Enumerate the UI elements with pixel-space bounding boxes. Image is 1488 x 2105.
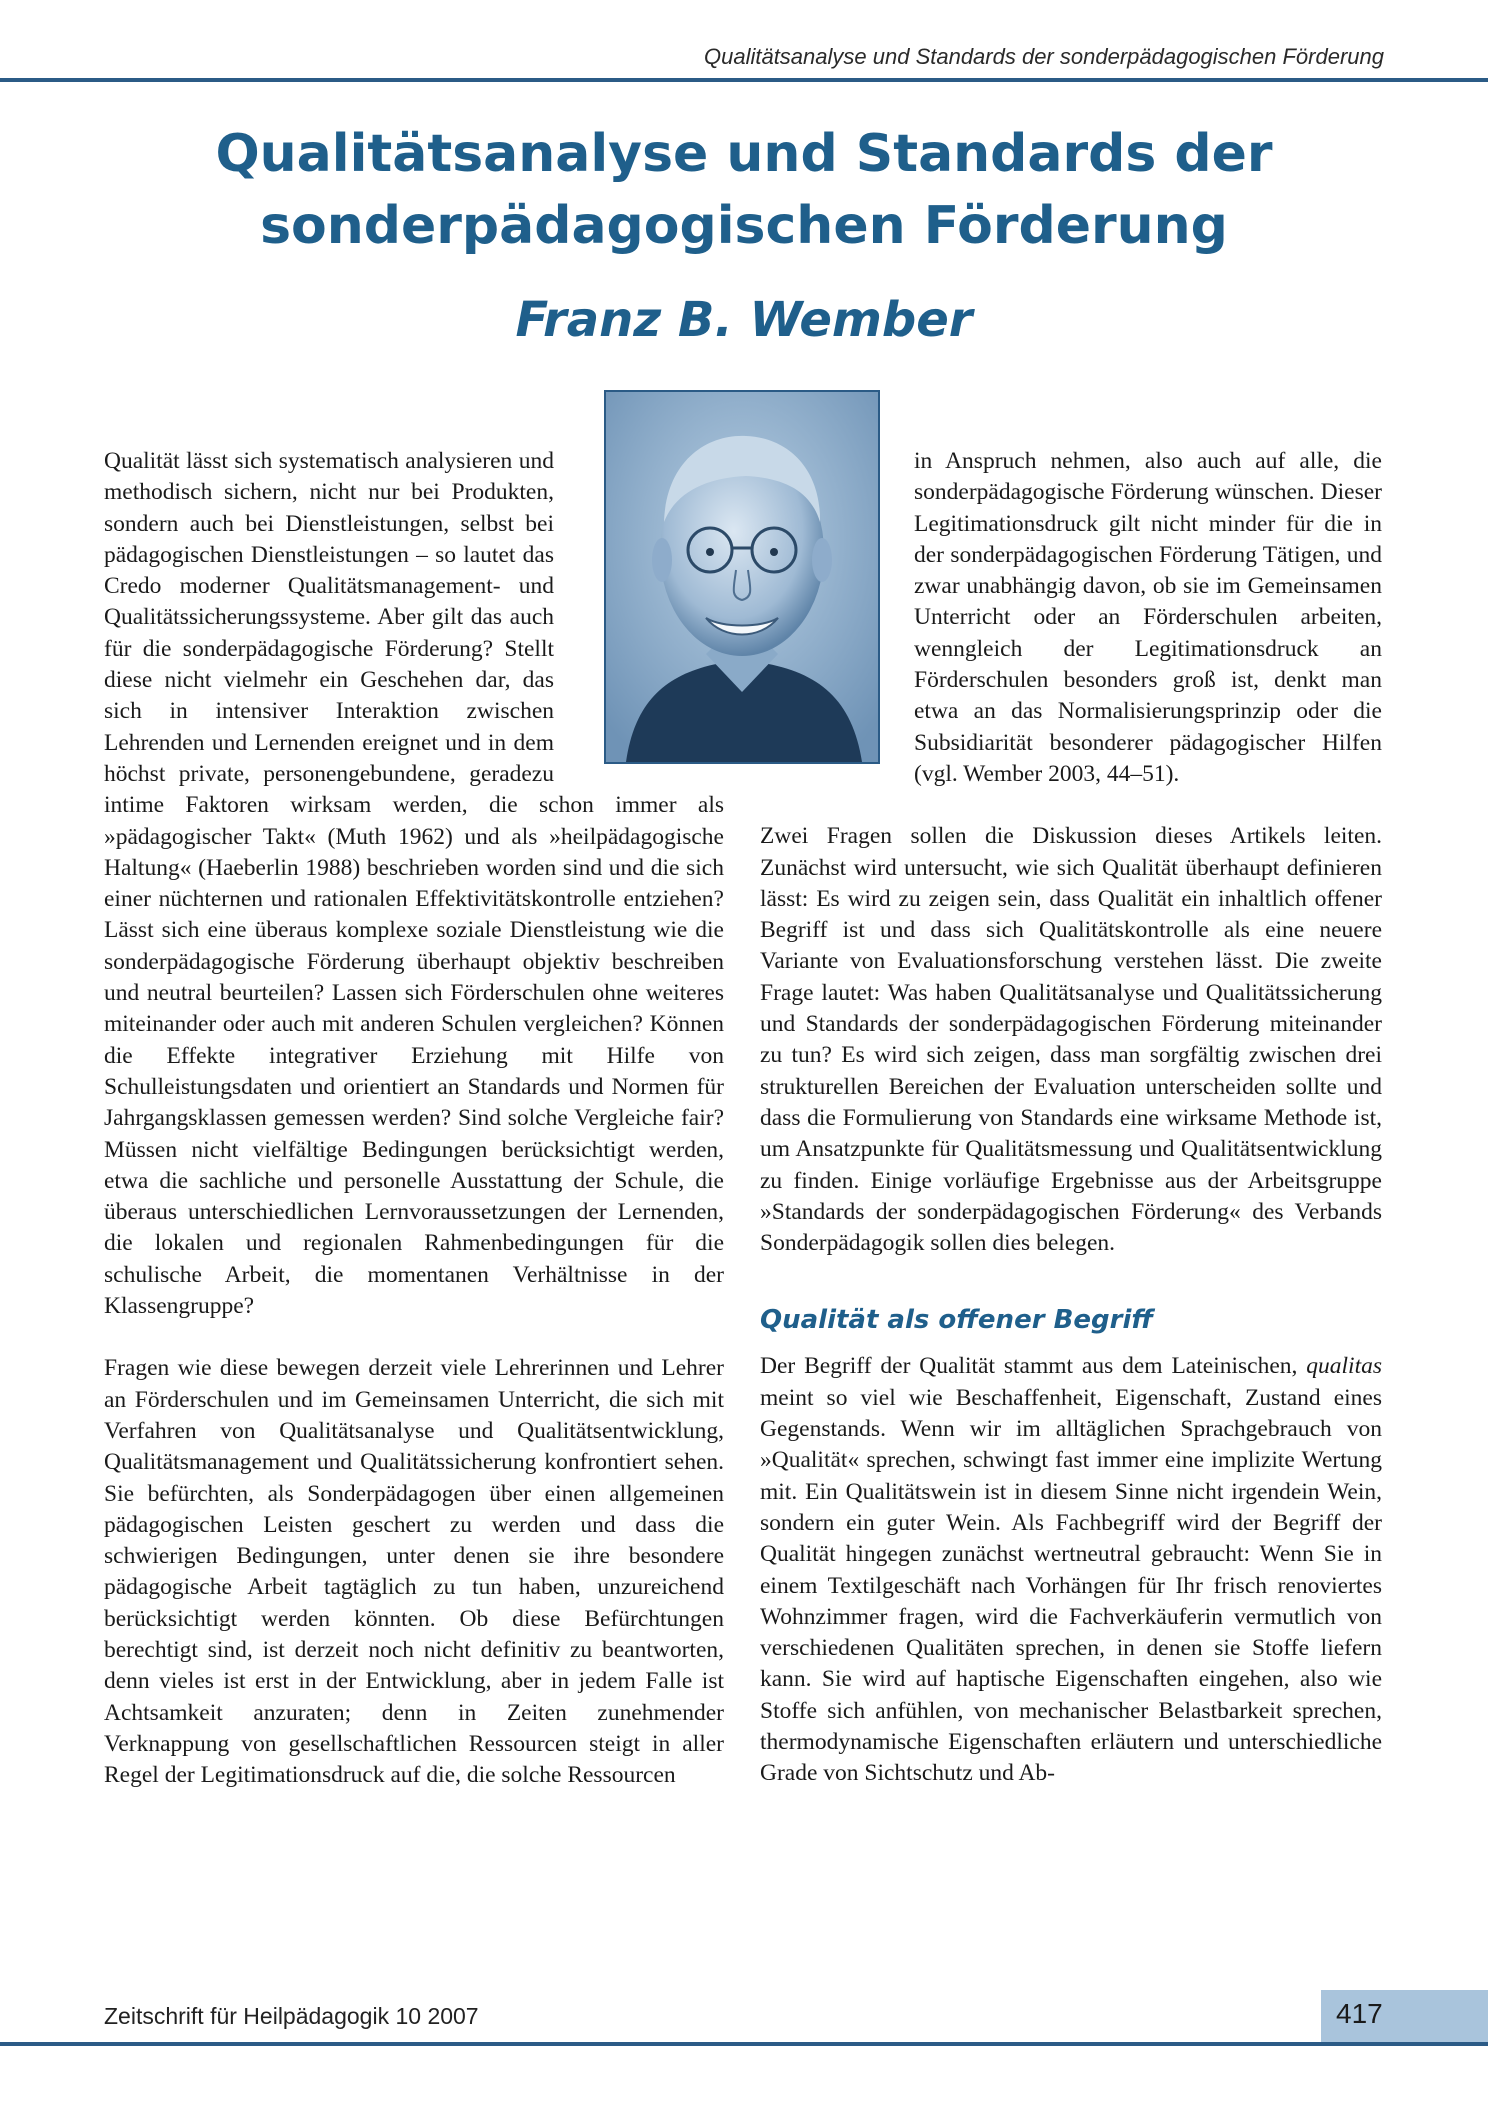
right-paragraph-3 bbox=[760, 1351, 1382, 1789]
right-paragraph-1: in Anspruch nehmen, also auch auf alle, die sonderpädagogische Förderung wünschen. Dieser Legitimationsdruck gilt nicht minder für die in der sonderpädagogischen Förderung Tätigen, und zwar unabhängig davon, ob sie im Gemeinsamen Unterricht oder an Förderschulen arbeiten, wenngleich der Legitimationsdruck an Förderschulen besonders groß ist, denkt man etwa an das Normalisierungsprinzip oder die Subsidiarität besonderer pädagogischer Hilfen (vgl. Wember 2003, 44–51). bbox=[914, 448, 1382, 787]
footer-rule bbox=[0, 2042, 1488, 2046]
page-number: 417 bbox=[1336, 1998, 1383, 2029]
title-line-2: sonderpädagogischen Förderung bbox=[260, 196, 1228, 256]
paragraph-3-rest: meint so viel wie Beschaffenheit, Eigenschaft, Zustand eines Gegenstands. Wenn wir im alltäglichen Sprachgebrauch von »Qualität« sprechen, schwingt fast immer eine implizite Wertung mit. Ein Qualitätswein ist in diesem Sinne nicht irgendein Wein, sondern ein guter Wein. Als Fachbegriff wird der Begriff der Qualität hingegen zunächst wertneutral gebraucht: Wenn Sie in einem Textilgeschäft nach Vorhängen für Ihr frisch renoviertes Wohnzimmer fragen, wird die Fachverkäuferin vermutlich von verschiedenen Qualitäten sprechen, in denen sie Stoffe liefern kann. Sie wird auf haptische Eigenschaften eingehen, also wie Stoffe sich anfühlen, von mechanischer Belastbarkeit sprechen, thermodynamische Eigenschaften erläutern und unterschiedliche Grade von Sichtschutz und Ab- bbox=[760, 1384, 1382, 1787]
left-paragraph-1: Qualität lässt sich systematisch analysieren und methodisch sichern, nicht nur bei Produkten, sondern auch bei Dienstleistungen, selbst bei pädagogischen Dienstleistungen – so lautet das Credo moderner Qualitätsmanagement- und Qualitätssicherungssysteme. Aber gilt das auch für die sonderpädagogische Förderung? Stellt diese nicht vielmehr ein Geschehen dar, das sich in intensiver Interaktion zwischen Lehrenden und Lernenden ereignet und in dem höchst private, personengebundene, geradezu intime Faktoren wirksam werden, die schon immer als »pädagogischer Takt« (Muth 1962) und als »heilpädagogische Haltung« (Haeberlin 1988) beschrieben worden sind und die sich einer nüchternen und rationalen Effektivitätskontrolle entziehen? Lässt sich eine überaus komplexe soziale Dienstleistung wie die sonderpädagogische Förderung überhaupt objektiv beschreiben und neutral beurteilen? Lassen sich Förderschulen ohne weiteres miteinander oder auch mit anderen Schulen vergleichen? Können die Effekte integrativer Erziehung mit Hilfe von Schulleistungsdaten und orientiert an Standards und Normen für Jahrgangsklassen gemessen werden? Sind solche Vergleiche fair? Müssen nicht vielfältige Bedingungen berücksichtigt werden, etwa die sachliche und personelle Ausstattung der Schule, die überaus unterschiedlichen Lernvoraussetzungen der Lernenden, die lokalen und regionalen Rahmenbedingungen für die schulische Arbeit, die momentanen Verhältnisse in der Klassengruppe? bbox=[104, 448, 724, 1320]
section-heading: Qualität als offener Begriff bbox=[760, 1305, 1154, 1336]
left-paragraph-2: Fragen wie diese bewegen derzeit viele Lehrerinnen und Lehrer an Förderschulen und im Gemeinsamen Unterricht, die sich mit Verfahren von Qualitätsanalyse und Qualitätsentwicklung, Qualitätsmanagement und Qualitätssicherung konfrontiert sehen. Sie befürchten, als Sonderpädagogen über einen allgemeinen pädagogischen Leisten geschert zu werden und dass die schwierigen Bedingungen, unter denen sie ihre besondere pädagogische Arbeit tagtäglich zu tun haben, unzureichend berücksichtigt werden könnten. Ob diese Befürchtungen berechtigt sind, ist derzeit noch nicht definitiv zu beantworten, denn vieles ist erst in der Entwicklung, aber in jedem Falle ist Achtsamkeit anzuraten; denn in Zeiten zunehmender Verknappung von gesellschaftlichen Ressourcen steigt in aller Regel der Legitimationsdruck auf die, die solche Ressourcen bbox=[104, 1355, 724, 1789]
title-line-1: Qualitätsanalyse und Standards der bbox=[215, 124, 1273, 184]
right-column bbox=[760, 446, 1382, 1790]
latin-term: qualitas bbox=[1306, 1353, 1382, 1380]
left-column bbox=[104, 446, 724, 1791]
journal-footer: Zeitschrift für Heilpädagogik 10 2007 bbox=[104, 2003, 479, 2029]
right-paragraph-2: Zwei Fragen sollen die Diskussion dieses Artikels leiten. Zunächst wird untersucht, wie sich Qualität überhaupt definieren lässt: Es wird zu zeigen sein, dass Qualität ein inhaltlich offener Begriff ist und dass sich Qualitätskontrolle als eine neuere Variante von Evaluationsforschung verstehen lässt. Die zweite Frage lautet: Was haben Qualitätsanalyse und Qualitätssicherung und Standards der sonderpädagogischen Förderung miteinander zu tun? Es wird sich zeigen, dass man sorgfältig zwischen drei strukturellen Bereichen der Evaluation unterscheiden sollte und dass die Formulierung von Standards eine wirksame Methode ist, um Ansatzpunkte für Qualitätsmessung und Qualitätsentwicklung zu finden. Einige vorläufige Ergebnisse aus der Arbeitsgruppe »Standards der sonderpädagogischen Förderung« des Verbands Sonderpädagogik sollen dies belegen. bbox=[760, 823, 1382, 1257]
author-name: Franz B. Wember bbox=[515, 292, 973, 348]
paragraph-3-start: Der Begriff der Qualität stammt aus dem Lateinischen, bbox=[760, 1353, 1307, 1380]
running-head: Qualitätsanalyse und Standards der sonderpädagogischen Förderung bbox=[703, 44, 1384, 69]
article-title bbox=[60, 118, 1428, 262]
header-rule bbox=[0, 78, 1488, 82]
